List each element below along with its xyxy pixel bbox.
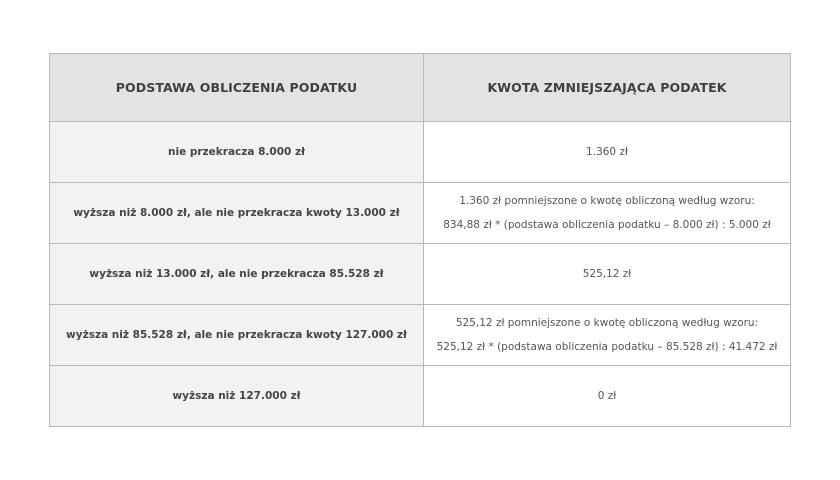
table-row	[50, 366, 791, 427]
tax-base-cell: nie przekracza 8.000 zł	[50, 122, 424, 183]
reducing-amount-cell	[424, 183, 791, 244]
column-header-tax-base: PODSTAWA OBLICZENIA PODATKU	[50, 54, 424, 122]
reducing-amount-cell	[424, 305, 791, 366]
table-row	[50, 305, 791, 366]
table-row	[50, 122, 791, 183]
tax-base-cell: wyższa niż 127.000 zł	[50, 366, 424, 427]
table-header-row	[50, 54, 791, 122]
reducing-amount-cell	[424, 122, 791, 183]
reducing-amount-formula: 525,12 zł * (podstawa obliczenia podatku – 85.528 zł) : 41.472 zł	[436, 341, 778, 353]
tax-base-cell: wyższa niż 85.528 zł, ale nie przekracza kwoty 127.000 zł	[50, 305, 424, 366]
reducing-amount-cell	[424, 244, 791, 305]
tax-reduction-table	[49, 53, 791, 427]
reducing-amount-formula: 834,88 zł * (podstawa obliczenia podatku – 8.000 zł) : 5.000 zł	[443, 219, 771, 231]
reducing-amount-text: 525,12 zł	[582, 268, 632, 280]
table-row	[50, 183, 791, 244]
tax-base-cell: wyższa niż 13.000 zł, ale nie przekracza 85.528 zł	[50, 244, 424, 305]
reducing-amount-cell	[424, 366, 791, 427]
tax-base-cell: wyższa niż 8.000 zł, ale nie przekracza kwoty 13.000 zł	[50, 183, 424, 244]
reducing-amount-text: 525,12 zł pomniejszone o kwotę obliczoną według wzoru:	[455, 317, 759, 329]
table-row	[50, 244, 791, 305]
column-header-reducing-amount: KWOTA ZMNIEJSZAJĄCA PODATEK	[424, 54, 791, 122]
reducing-amount-text: 1.360 zł pomniejszone o kwotę obliczoną według wzoru:	[459, 195, 755, 207]
reducing-amount-text: 0 zł	[597, 390, 617, 402]
reducing-amount-text: 1.360 zł	[586, 146, 628, 158]
